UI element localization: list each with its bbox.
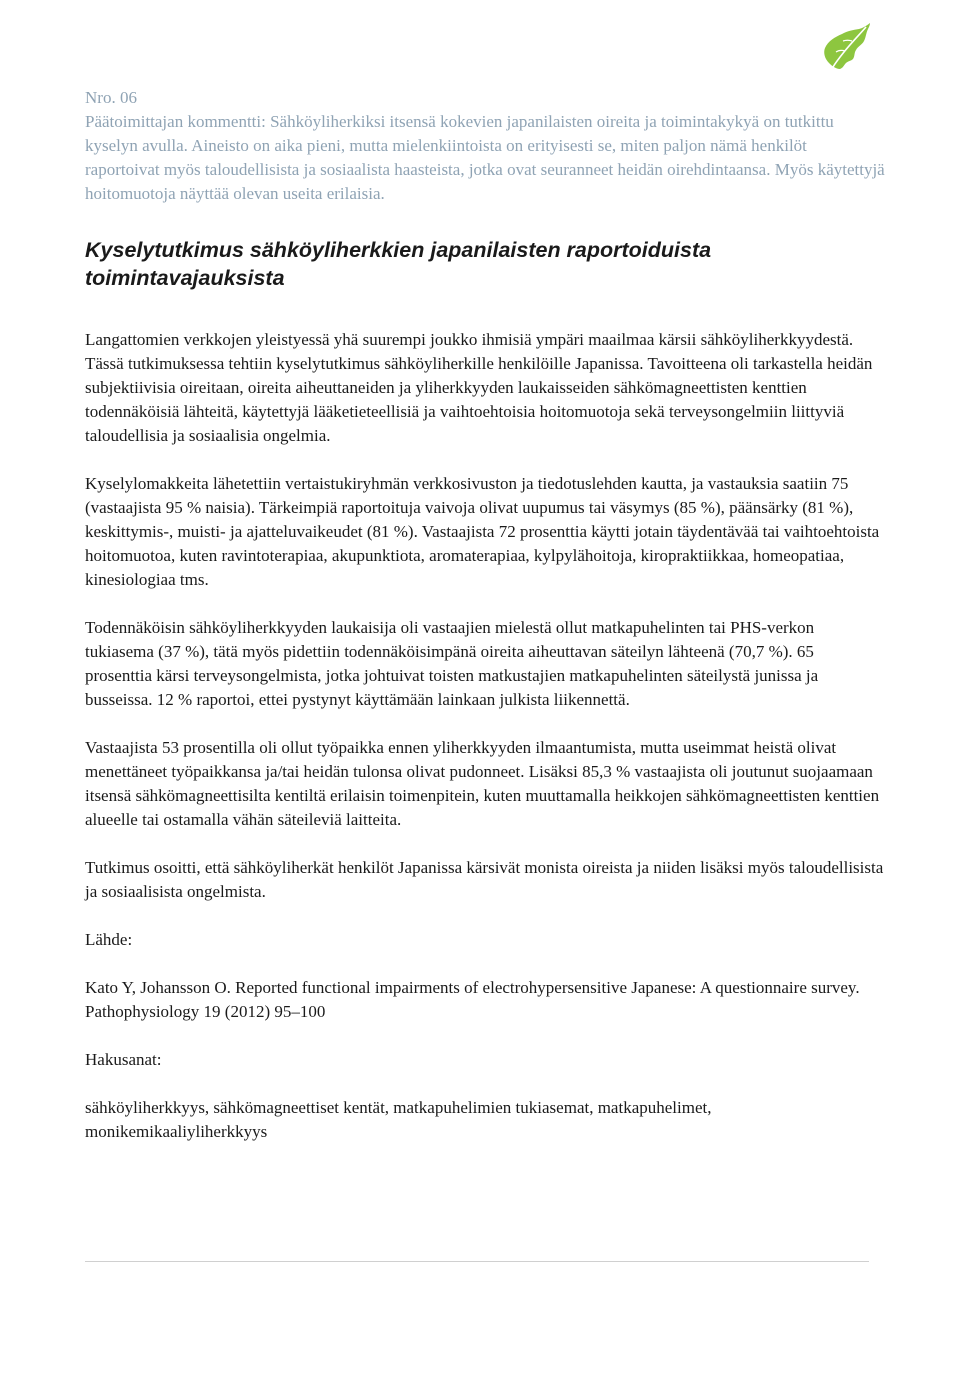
editorial-comment — [85, 110, 885, 206]
keywords-list: sähköyliherkkyys, sähkömagneettiset kentät, matkapuhelimien tukiasemat, matkapuhelimet, monikemikaaliyliherkkyys — [85, 1098, 712, 1141]
article-body — [85, 328, 885, 1144]
source-citation: Kato Y, Johansson O. Reported functional impairments of electrohypersensitive Japanese: A questionnaire survey. Pathophysiology 19 (2012) 95–100 — [85, 978, 860, 1021]
editorial-header — [85, 86, 885, 206]
editorial-title: Päätoimittajan kommentti: Sähköyliherkiksi itsensä kokevien japanilaisten oireita ja toimintakykyä on tutkittu kyselyn avulla. — [85, 112, 834, 155]
footer-divider — [85, 1261, 869, 1262]
paragraph-methods: Kyselylomakkeita lähetettiin vertaistukiryhmän verkkosivuston ja tiedotuslehden kautta, ja vastauksia saatiin 75 (vastaajista 95 % naisia). Tärkeimpiä raportoituja vaivoja olivat uupumus tai väsymys (85 %), päänsärky (81 %), keskittymis-, muisti- ja ajatteluvaikeudet (81 %). Vastaajista 72 prosenttia käytti jotain täydentävää tai vaihtoehtoista hoitomuotoa, kuten ravintoterapiaa, akupunktiota, aromaterapiaa, kylpylähoitoja, kiropraktiikkaa, homeopatiaa, kinesiologiaa tms. — [85, 474, 880, 589]
paragraph-employment: Vastaajista 53 prosentilla oli ollut työpaikka ennen yliherkkyyden ilmaantumista, mutta useimmat heistä olivat menettäneet työpaikkansa ja/tai heidän tulonsa olivat pudonneet. Lisäksi 85,3 % vastaajista oli joutunut suojaamaan itsensä sähkömagneettisilta kentiltä erilaisin toimenpitein, kuten muuttamalla heikkojen sähkömagneettisten kenttien alueelle tai ostamalla vähän säteileviä laitteita. — [85, 738, 880, 829]
editorial-text: Aineisto on aika pieni, mutta mielenkiintoista on erityisesti se, miten paljon nämä henkilöt raportoivat myös taloudellisista ja sosiaalista haasteista, jotka ovat seuranneet heidän oirehdintaansa. Myös käytettyjä hoitomuotoja näyttää olevan useita erilaisia. — [85, 136, 885, 203]
paragraph-sources: Todennäköisin sähköyliherkkyyden laukaisija oli vastaajien mielestä ollut matkapuhelinten tai PHS-verkon tukiasema (37 %), tätä myös pidettiin todennäköisimpänä oireita aiheuttavan säteilyn lähteenä (70,7 %). 65 prosenttia kärsi terveysongelmista, jotka johtuivat toisten matkustajien matkapuhelinten säteilystä junissa ja busseissa. 12 % raportoi, ettei pystynyt käyttämään lainkaan julkista liikennettä. — [85, 618, 819, 709]
source-label: Lähde: — [85, 930, 133, 949]
paragraph-intro: Langattomien verkkojen yleistyessä yhä suurempi joukko ihmisiä ympäri maailmaa kärsii sähköyliherkkyydestä. Tässä tutkimuksessa tehtiin kyselytutkimus sähköyliherkille henkilöille Japanissa. Tavoitteena oli tarkastella heidän subjektiivisia oireitaan, oireita aiheuttaneiden ja yliherkkyyden laukaisseiden sähkömagneettisten kenttien todennäköisiä lähteitä, käytettyjä lääketieteellisiä ja vaihtoehtoisia hoitomuotoja sekä terveysongelmiin liittyviä taloudellisia ja sosiaalisia ongelmia. — [85, 330, 873, 445]
keywords-label: Hakusanat: — [85, 1050, 162, 1069]
leaf-logo-icon — [822, 22, 872, 70]
issue-number: Nro. 06 — [85, 88, 137, 107]
paragraph-conclusion: Tutkimus osoitti, että sähköyliherkät henkilöt Japanissa kärsivät monista oireista ja niiden lisäksi myös taloudellisista ja sosiaalisista ongelmista. — [85, 858, 884, 901]
page-content — [85, 86, 885, 1168]
article-title: Kyselytutkimus sähköyliherkkien japanilaisten raportoiduista toimintavajauksista — [85, 238, 712, 290]
